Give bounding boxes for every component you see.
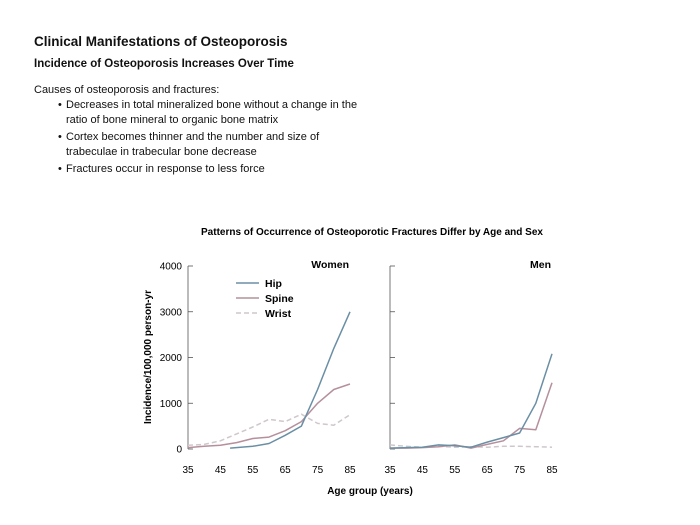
x-tick-label: 85 xyxy=(344,465,356,476)
y-tick-label: 0 xyxy=(176,444,182,456)
y-axis-label: Incidence/100,000 person-yr xyxy=(143,290,154,424)
panel-title: Women xyxy=(311,259,349,271)
x-tick-label: 35 xyxy=(182,465,194,476)
legend-label-hip: Hip xyxy=(265,278,282,290)
legend-label-wrist: Wrist xyxy=(265,308,292,320)
y-tick-label: 3000 xyxy=(159,307,182,319)
x-tick-label: 75 xyxy=(514,465,526,476)
x-axis-label: Age group (years) xyxy=(327,486,413,497)
chart-title: Patterns of Occurrence of Osteoporotic Fractures Differ by Age and Sex xyxy=(201,227,543,238)
bullet-item: • Cortex becomes thinner and the number and size of trabeculae in trabecular bone decrease xyxy=(58,130,366,159)
legend-label-spine: Spine xyxy=(265,293,294,305)
x-tick-label: 45 xyxy=(416,465,428,476)
chart-panels xyxy=(160,259,558,476)
x-tick-label: 35 xyxy=(384,465,396,476)
slide-title: Clinical Manifestations of Osteoporosis xyxy=(34,34,288,49)
slide-subtitle: Incidence of Osteoporosis Increases Over Time xyxy=(34,58,294,70)
panel-title: Men xyxy=(530,259,551,271)
y-tick-label: 2000 xyxy=(159,353,182,364)
x-tick-label: 55 xyxy=(247,465,259,476)
x-tick-label: 75 xyxy=(312,465,324,476)
panel-women xyxy=(160,259,356,476)
chart-legend xyxy=(236,278,294,320)
intro-text: Causes of osteoporosis and fractures: xyxy=(34,84,220,96)
bullet-item: • Fractures occur in response to less force xyxy=(58,162,366,177)
x-tick-label: 55 xyxy=(449,465,461,476)
bullet-item: • Decreases in total mineralized bone without a change in the ratio of bone mineral to organic bone matrix xyxy=(58,98,366,127)
series-line-spine xyxy=(390,383,552,448)
x-tick-label: 65 xyxy=(481,465,493,476)
x-tick-label: 45 xyxy=(214,465,226,476)
series-line-hip xyxy=(390,354,552,448)
y-tick-label: 1000 xyxy=(159,398,182,410)
y-tick-label: 4000 xyxy=(159,261,182,273)
x-tick-label: 85 xyxy=(546,465,558,476)
series-line-spine xyxy=(188,384,350,448)
series-line-wrist xyxy=(188,414,350,445)
panel-men xyxy=(384,259,558,476)
x-tick-label: 65 xyxy=(279,465,291,476)
